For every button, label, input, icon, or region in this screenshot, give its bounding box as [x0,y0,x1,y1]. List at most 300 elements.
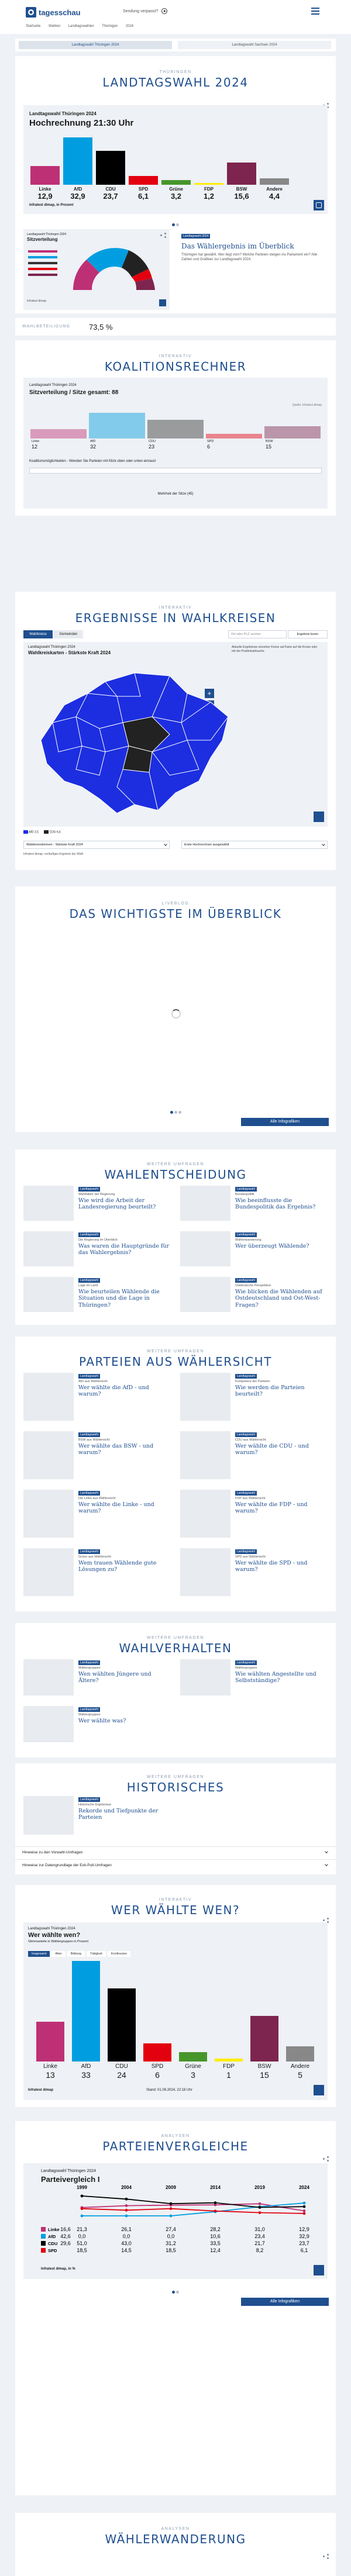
teaser-tag: Landtagswahl [78,1374,100,1379]
bar-label: AfD [73,187,82,192]
teaser-title[interactable]: Wer wählte die Linke - und warum? [78,1501,154,1515]
teaser-tag: Landtagswahl [235,1187,257,1192]
teaser-title[interactable]: Rekorde und Tiefpunkte der Parteien [78,1808,159,1821]
section-heading: WÄHLERWANDERUNG [105,2532,246,2546]
bar-value: 12,9 [37,192,53,201]
share-icon[interactable] [323,2554,329,2560]
all-infografiken-button[interactable]: Alle Infografiken [241,2298,329,2306]
teaser-title[interactable]: Wie blicken die Wählenden auf Ostdeutschland und Ost-West-Fragen? [235,1289,322,1308]
series-point [81,2195,84,2198]
section-eyebrow: INTERAKTIV [159,606,192,610]
teaser-card[interactable] [23,1231,176,1271]
section-heading: PARTEIENVERGLEICHE [102,2139,249,2153]
bar [260,178,289,185]
chart-subtitle: Landtagswahl Thüringen 2024 [41,2169,97,2173]
expand-button[interactable] [314,200,324,210]
data-label: 12,4 [210,2247,221,2253]
section-heading: PARTEIEN AUS WÄHLERSICHT [79,1355,272,1369]
series-point [303,2205,306,2208]
map-legend [23,830,61,834]
footer-date: Stand: 01.09.2024, 22:18 Uhr [146,2088,192,2092]
bar-label: Andere [290,2063,310,2070]
bar-label: FDP [204,187,214,192]
x-tick-label: 2024 [299,2185,309,2190]
teaser-image [23,1373,74,1421]
data-label: 12,9 [299,2226,309,2232]
all-infografiken-button[interactable]: Alle Infografiken [241,1118,329,1126]
teaser-image [23,1231,74,1266]
teaser-sub: BSW aus Wählersicht [78,1438,110,1442]
section-heading: DAS WICHTIGSTE IM ÜBERBLICK [69,907,282,921]
bar [72,1961,100,2062]
teaser-image [23,1548,74,1596]
dot[interactable] [178,1111,181,1114]
map-info: Aktuelle Ergebnisse einzelner Kreise auf Karte auf die Kreise oder mit der Postleitzahlsuche. [232,645,318,653]
map-tab-gemeinden[interactable]: Gemeinden [54,630,83,638]
teaser-card[interactable] [23,1373,176,1425]
teaser-tag: Landtagswahl [235,1491,257,1496]
breadcrumb-item[interactable]: Thüringen [102,25,118,28]
wahlverhalten-section [15,1623,336,1757]
teaser-title[interactable]: Wie wird die Arbeit der Landesregierung beurteilt? [78,1197,156,1211]
data-label: 23,4 [254,2233,265,2239]
bar-value: 1 [226,2070,231,2080]
carousel-dots[interactable] [15,219,336,229]
teaser-sub: Kompetenz der Parteien [235,1380,270,1383]
data-label: 51,0 [77,2240,87,2246]
seat-value: 6 [207,444,211,450]
teaser-card[interactable] [23,1548,176,1601]
section-eyebrow: INTERAKTIV [159,1898,192,1902]
data-label: 10,6 [210,2233,221,2239]
teaser-tag: Landtagswahl [78,1797,100,1802]
dot[interactable] [172,2291,175,2294]
thueringen-map[interactable] [35,670,234,816]
majority-label: Mehrheit der Sitze (45) [157,492,194,496]
teaser-sub: Die Linke aus Wählersicht [78,1497,116,1500]
chevron-down-icon [322,842,325,846]
dot[interactable] [172,223,175,226]
chart-note: Infratest dimap, in % [41,2267,75,2271]
bar [36,2022,64,2062]
teaser-tag: Landtagswahl [78,1278,100,1283]
logo[interactable] [26,6,81,19]
chevron-down-icon [325,1850,328,1853]
expand-button[interactable] [159,299,166,306]
bar [194,183,223,185]
seat-bar[interactable] [89,413,145,438]
teaser-tag: Landtagswahl [78,1187,100,1192]
accordion-exitpoll[interactable]: Hinweise zur Datengrundlage der Exit-Poll-Umfragen [15,1859,336,1871]
series-point [303,2212,306,2215]
teaser-title[interactable]: Wer wählte die AfD - und warum? [78,1384,149,1398]
teaser-card[interactable] [180,1490,332,1542]
bar [179,2052,207,2062]
group-tab[interactable]: Bildung [67,1951,85,1957]
expand-button[interactable] [314,2265,324,2275]
teaser-image [23,1431,74,1479]
seat-bar[interactable] [206,434,262,438]
teaser-tag: Landtagswahl [78,1432,100,1437]
chart-title: Wer wählte wen? [28,1932,81,1939]
seat-value: 12 [32,444,38,450]
site-header [0,0,351,34]
seat-bars [29,410,322,451]
section-heading: KOALITIONSRECHNER [104,360,247,374]
series-point [81,2215,84,2218]
vergleich-box [23,2163,328,2279]
chart-subtitle: Landtagswahl Thüringen 2024 [29,111,97,116]
map-search-input[interactable]: Ort oder PLZ suchen [228,630,287,638]
map-tab-wahlkreise[interactable]: Wahlkreise [23,630,53,638]
bar-value: 13 [46,2070,55,2080]
teaser-title[interactable]: Was waren die Hauptgründe für das Wahlergebnis? [78,1243,170,1256]
teaser-card[interactable] [23,1186,176,1225]
article-tag: Landtagswahl 2024 [181,234,210,239]
turnout-bar [15,318,336,336]
koalition-box [23,378,328,509]
legend-swatch [41,2234,46,2239]
bar-value: 1,2 [203,192,215,201]
sitzverteilung-card[interactable] [23,229,170,310]
bar-label: BSW [236,187,247,192]
bar-label: Andere [266,187,283,192]
teaser-sub: Bundespolitik [235,1193,254,1196]
data-label: 26,1 [121,2226,132,2232]
series-point [125,2215,128,2218]
teaser-card[interactable] [23,1490,176,1542]
teaser-title[interactable]: Wer wählte die SPD - und warum? [235,1560,308,1573]
group-tab[interactable]: Alter [51,1951,65,1957]
section-eyebrow: THÜRINGEN [159,70,192,74]
data-label: 21,7 [254,2240,265,2246]
data-label: 32,9 [299,2233,309,2239]
expand-button[interactable] [314,812,324,822]
teaser-sub: Wählerwanderung [235,1238,261,1242]
seat-donut [70,243,158,293]
data-label: 21,3 [77,2226,87,2232]
legend-swatch [41,2227,46,2232]
section-eyebrow: WEITERE UMFRAGEN [147,1636,204,1640]
data-label: 18,5 [166,2247,176,2253]
teaser-sub: SPD aus Wählersicht [235,1555,266,1559]
turnout-label: WAHLBETEILIGUNG [22,324,71,329]
teaser-title[interactable]: Wie wählten Angestellte und Selbstständige? [235,1671,316,1684]
seat-label: Linke [32,440,40,443]
bar-label: Grüne [185,2063,201,2070]
teaser-tag: Landtagswahl [78,1491,100,1496]
series-point [259,2211,261,2214]
series-point [259,2202,261,2205]
teaser-title[interactable]: Wer wählte die FDP - und warum? [235,1501,308,1515]
bar-value: 15,6 [234,192,249,201]
logo-icon [26,7,36,18]
teaser-card[interactable] [180,1277,332,1317]
wahlentscheidung-section [15,1149,336,1325]
teaser-title[interactable]: Wer wählte die CDU - und warum? [235,1443,309,1456]
dot[interactable] [176,2291,179,2294]
koalition-section [15,340,336,516]
section-eyebrow: INTERAKTIV [159,354,192,358]
bar-value: 33 [81,2070,91,2080]
teaser-sub: Wählergruppen [235,1666,257,1670]
data-label: 23,7 [299,2240,309,2246]
teaser-tag: Landtagswahl [235,1660,257,1665]
teaser-sub: Grüne aus Wählersicht [78,1555,111,1559]
bar-value: 5 [298,2070,302,2080]
chart-subtitle: Landtagswahl Thüringen 2024 [29,384,77,387]
teaser-sub: Ostdeutsche Perspektive [235,1284,271,1287]
bar-label: AfD [81,2063,91,2070]
teaser-title[interactable]: Wem trauen Wählende gute Lösungen zu? [78,1560,157,1573]
teaser-tag: Landtagswahl [235,1232,257,1237]
bar [286,2046,314,2062]
chart-subtitle: Landtagswahl Thüringen 2024 [28,1927,75,1931]
teaser-card[interactable] [23,1706,176,1747]
breadcrumb-item[interactable]: Startseite [26,25,41,28]
group-tab[interactable]: Tätigkeit [87,1951,106,1957]
teaser-tag: Landtagswahl [235,1374,257,1379]
teaser-image [180,1373,230,1421]
series-point [125,2198,128,2201]
zoom-in-icon[interactable]: + [205,689,214,698]
teaser-card[interactable] [23,1659,176,1700]
teaser-title[interactable]: Wen wählten Jüngere und Ältere? [78,1671,152,1684]
teaser-card[interactable] [180,1231,332,1271]
map-box [23,642,328,827]
teaser-image [180,1231,230,1266]
teaser-card[interactable] [180,1659,332,1700]
teaser-title[interactable]: Wie beurteilen Wählende die Situation und die Lage in Thüringen? [78,1289,160,1308]
x-tick-label: 2014 [210,2185,221,2190]
seat-label: SPD [207,440,214,443]
chart-source: Quelle: Infratest dimap [292,403,322,407]
bar-label: FDP [223,2063,235,2070]
bar-label: SPD [138,187,149,192]
dot[interactable] [170,1111,173,1114]
series-point [214,2209,217,2212]
bar-value: 3,2 [170,192,182,201]
share-icon[interactable] [323,2156,329,2162]
teaser-card[interactable] [23,1796,176,1839]
teaser-sub: FDP aus Wählersicht [235,1497,266,1500]
teaser-sub: Lage im Land [78,1284,98,1287]
seat-bar[interactable] [264,426,321,438]
teaser-tag: Landtagswahl [78,1660,100,1665]
bar-value: 15 [260,2070,269,2080]
dot[interactable] [174,1111,177,1114]
dot[interactable] [176,223,179,226]
series-point [170,2202,173,2205]
map-select-1[interactable]: Wahlkreisstimmen - Stärkste Kraft 2024 [23,841,170,849]
map-subtitle: Landtagswahl Thüringen 2024 [28,645,75,649]
bar-label: Linke [43,2063,57,2070]
chart-desc: Stimmanteile in Wählergruppen in Prozent [28,1940,89,1943]
teaser-card[interactable] [180,1431,332,1484]
carousel-dots[interactable] [15,1106,336,1117]
section-heading: WAHLENTSCHEIDUNG [104,1168,247,1182]
bar-label: SPD [151,2063,164,2070]
teaser-tag: Landtagswahl [78,1549,100,1554]
data-label: 43,0 [121,2240,132,2246]
carousel-dots[interactable] [15,2286,336,2297]
tab-thueringen[interactable]: Landtagswahl Thüringen 2024 [19,41,172,49]
legend-label: AfD 2,5 [29,830,39,834]
chart-note: Infratest dimap, in Prozent [29,203,74,207]
bar [63,137,92,185]
accordion-vorwahl[interactable]: Hinweise zu den Vorwahl-Umfragen [15,1846,336,1858]
koalition-slider[interactable] [29,468,322,474]
section-eyebrow: WEITERE UMFRAGEN [147,1775,204,1779]
article-title[interactable]: Das Wählergebnis im Überblick [181,242,294,250]
bar-value: 3 [191,2070,195,2080]
group-tabs [28,1947,132,1954]
series-point [170,2215,173,2218]
teaser-image [23,1490,74,1538]
data-label: 0,0 [167,2233,175,2239]
bar-label: Grüne [169,187,183,192]
footer-source: Infratest dimap [28,2088,54,2092]
x-tick-label: 1999 [77,2185,87,2190]
article-teaser[interactable] [181,229,328,310]
bar-value: 24 [117,2070,126,2080]
seat-label: AfD [90,440,96,443]
teaser-sub: Wählergruppen [78,1666,101,1670]
data-label: 31,0 [254,2226,265,2232]
seat-label: BSW [266,440,273,443]
chevron-down-icon [325,1863,328,1866]
bar-label: CDU [115,2063,128,2070]
bar-value: 6 [155,2070,160,2080]
series-line [82,2209,304,2214]
teaser-sub: Historische Ergebnisse [78,1803,112,1807]
teaser-image [180,1277,230,1312]
share-icon[interactable] [160,233,166,239]
small-source: Infratest dimap [27,299,47,303]
section-eyebrow: WEITERE UMFRAGEN [147,1349,204,1353]
seat-bar[interactable] [30,429,87,439]
waehlerwanderung-section [15,2513,336,2576]
teaser-title[interactable]: Wie werden die Parteien beurteilt? [235,1384,305,1398]
teaser-title[interactable]: Wie beeinflusste die Bundespolitik das Ergebnis? [235,1197,316,1211]
bar-value: 23,7 [103,192,118,201]
breadcrumb-item[interactable]: 2024 [125,25,134,28]
teaser-card[interactable] [23,1277,176,1317]
map-select-2[interactable]: Erste Hochrechnen ausgewählt [181,841,328,849]
bar-label: BSW [257,2063,271,2070]
legend-label: CDU [48,2241,58,2246]
teaser-image [180,1186,230,1221]
turnout-value: 73,5 % [89,323,113,332]
x-tick-label: 2019 [254,2185,265,2190]
hochrechnung-section [15,56,336,313]
menu-icon[interactable] [311,8,319,15]
seat-value: 15 [266,444,272,450]
election-tabs [15,39,336,51]
parteisicht-section [15,1337,336,1611]
data-label: 33,5 [210,2240,221,2246]
legend-label: SPD [48,2248,57,2253]
logo-text: tagesschau [39,8,81,17]
teaser-sub: AfD aus Wählersicht [78,1380,108,1383]
teaser-sub: CDU aus Wählersicht [235,1438,266,1442]
group-tab[interactable]: Insgesamt [28,1951,50,1957]
section-eyebrow: WEITERE UMFRAGEN [147,1162,204,1166]
werwaehlte-bars [23,1957,328,2080]
vergleich-line-chart [23,2175,328,2279]
teaser-title[interactable]: Wer wählte das BSW - und warum? [78,1443,154,1456]
chart-title: Hochrechnung 21:30 Uhr [29,118,134,128]
legend-label: AfD [48,2234,56,2239]
legend-label: CDU 6,6 [49,830,61,834]
loading-spinner-icon [171,1009,181,1018]
series-point [259,2206,261,2209]
data-label: 0,0 [78,2233,86,2239]
teaser-card[interactable] [23,1431,176,1484]
sendung-verpasst[interactable]: Sendung verpasst? [123,8,167,16]
teaser-image [23,1277,74,1312]
group-tab[interactable]: Konfession [108,1951,130,1957]
map-search-button[interactable]: Ergebnis lesen [288,630,328,638]
seat-bar[interactable] [147,420,204,438]
play-icon [161,8,167,14]
tab-sachsen[interactable]: Landtagswahl Sachsen 2024 [178,41,331,49]
werwaehlte-box [23,1922,328,2100]
teaser-image [180,1490,230,1538]
teaser-card[interactable] [180,1548,332,1601]
bar-label: CDU [105,187,116,192]
data-label: 8,2 [256,2247,264,2253]
bar [143,2043,171,2062]
bar [108,1988,136,2062]
ueberblick-section [15,886,336,1132]
chevron-down-icon [164,842,167,846]
breadcrumb-item[interactable]: Landtagswahlen [68,25,94,28]
seat-value: 23 [149,444,155,450]
series-point [170,2207,173,2210]
small-subtitle: Landtagswahl Thüringen 2024 [27,233,67,236]
historisches-section [15,1763,336,1874]
teaser-image [180,1659,230,1696]
teaser-tag: Landtagswahl [78,1707,100,1712]
teaser-card[interactable] [180,1373,332,1425]
series-point [81,2207,84,2210]
series-point [125,2209,128,2212]
teaser-image [23,1186,74,1221]
expand-button[interactable] [314,2085,324,2095]
teaser-tag: Landtagswahl [235,1549,257,1554]
map-title: Wahlkreiskarten - Stärkste Kraft 2024 [28,650,111,655]
bar [129,176,158,185]
breadcrumb-item[interactable]: Wahlen [49,25,61,28]
series-point [125,2204,128,2207]
head-label: 42,6 [60,2233,71,2239]
teaser-sub: Wahlfaktor der Regierung [78,1193,115,1196]
data-label: 31,2 [166,2240,176,2246]
legend-swatch [44,830,49,834]
teaser-title[interactable]: Wer überzeugt Wählende? [235,1243,309,1249]
legend-swatch [41,2248,46,2253]
data-label: 28,2 [210,2226,221,2232]
teaser-title[interactable]: Wer wählte was? [78,1718,126,1724]
section-eyebrow: ANALYSEN [161,2134,190,2138]
bar [227,163,256,185]
teaser-card[interactable] [180,1186,332,1225]
bar [96,151,125,185]
teaser-tag: Landtagswahl [235,1432,257,1437]
section-heading: WAHLVERHALTEN [119,1641,232,1655]
teaser-image [23,1706,74,1742]
